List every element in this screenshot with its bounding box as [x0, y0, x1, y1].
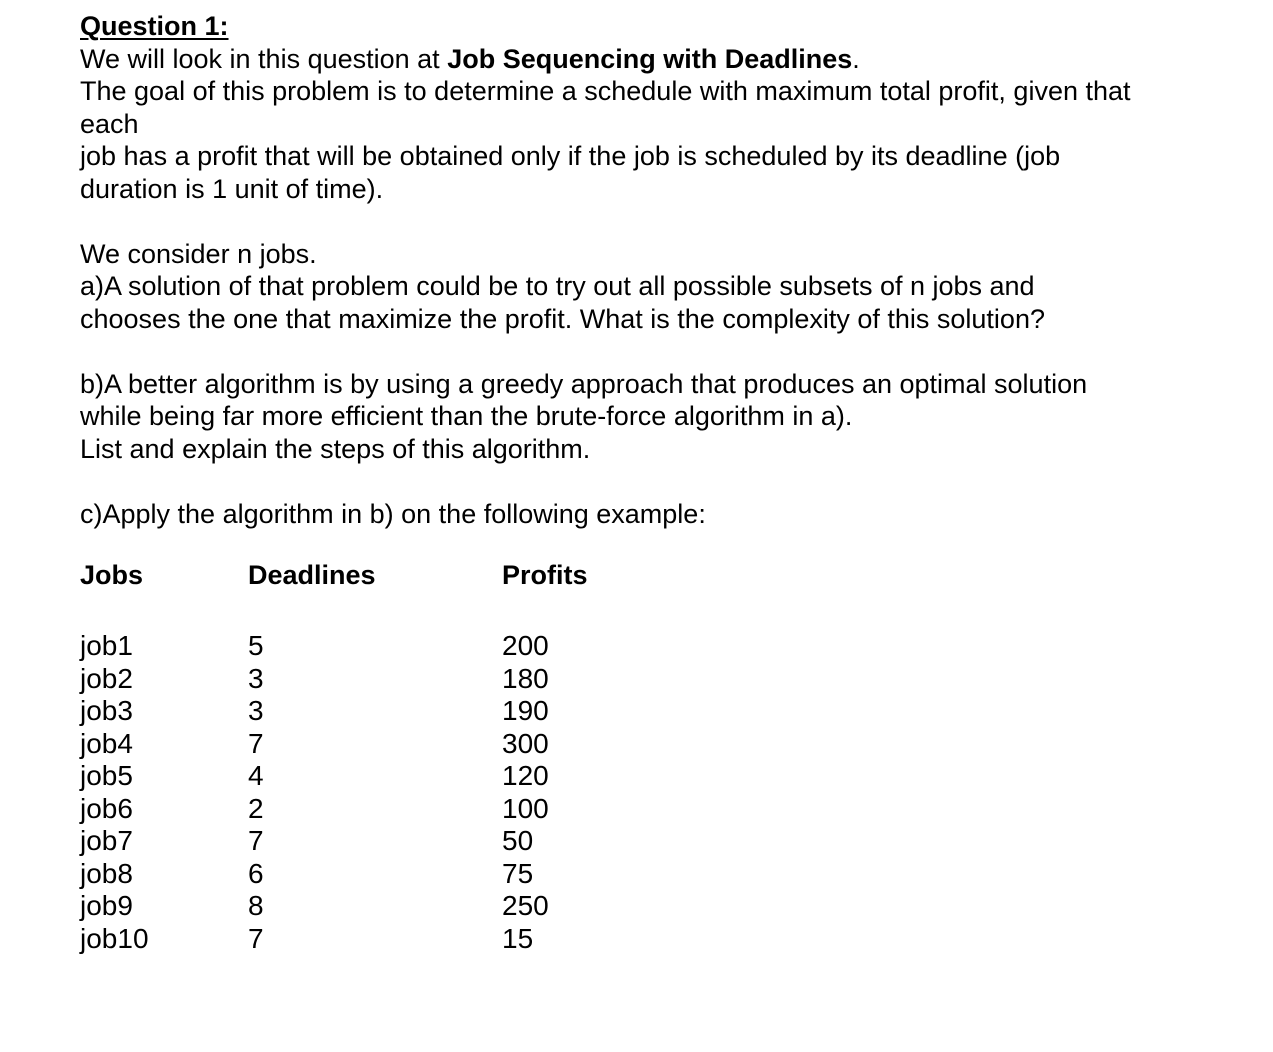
job-cell: job9	[80, 890, 133, 921]
deadline-cell: 3	[248, 695, 264, 726]
table-row	[80, 695, 680, 728]
deadline-cell: 7	[248, 825, 264, 856]
deadline-cell: 2	[248, 792, 264, 824]
deadline-cell: 7	[248, 922, 264, 954]
table-row	[80, 630, 680, 663]
profit-cell: 100	[502, 792, 549, 824]
profit-cell: 75	[502, 857, 534, 889]
profit-cell: 50	[502, 825, 534, 856]
deadline-cell: 3	[248, 662, 264, 694]
table-row	[80, 760, 680, 793]
spacer	[80, 465, 1220, 498]
part-b-line-1: b)A better algorithm is by using a greedy approach that produces an optimal solution	[80, 368, 1088, 399]
job-cell: job10	[80, 922, 149, 954]
deadline-cell: 6	[248, 857, 264, 889]
part-b-line-3: List and explain the steps of this algorithm.	[80, 433, 591, 464]
deadline-cell: 8	[248, 890, 264, 921]
intro-line	[80, 43, 1220, 76]
job-cell: job3	[80, 695, 133, 726]
profit-cell: 15	[502, 922, 534, 954]
job-cell: job5	[80, 760, 133, 791]
question-title: Question 1:	[80, 11, 229, 41]
job-cell: job4	[80, 727, 133, 759]
goal-line-2: each	[80, 108, 139, 139]
intro-prefix: We will look in this question at	[80, 43, 448, 74]
header-jobs: Jobs	[80, 560, 144, 590]
intro-topic: Job Sequencing with Deadlines	[447, 43, 853, 74]
goal-line-3: job has a profit that will be obtained only if the job is scheduled by its deadline (job	[80, 141, 1061, 171]
table-row	[80, 890, 680, 923]
spacer	[80, 205, 1220, 238]
part-c-line: c)Apply the algorithm in b) on the following example:	[80, 498, 706, 529]
profit-cell: 120	[502, 760, 549, 791]
table-body	[80, 630, 680, 955]
table-row	[80, 825, 680, 858]
part-a-line-1: a)A solution of that problem could be to try out all possible subsets of n jobs and	[80, 271, 1035, 301]
job-cell: job6	[80, 792, 133, 824]
spacer	[80, 335, 1220, 368]
job-cell: job1	[80, 630, 133, 661]
profit-cell: 180	[502, 662, 549, 694]
profit-cell: 200	[502, 630, 549, 661]
profit-cell: 250	[502, 890, 549, 921]
deadline-cell: 4	[248, 760, 264, 791]
goal-line-1: The goal of this problem is to determine a schedule with maximum total profit, given that	[80, 76, 1131, 106]
deadline-cell: 5	[248, 630, 264, 661]
table-row	[80, 728, 680, 761]
part-b-line-2: while being far more efficient than the brute-force algorithm in a).	[80, 401, 853, 431]
table-row	[80, 923, 680, 956]
job-cell: job2	[80, 662, 133, 694]
profit-cell: 190	[502, 695, 549, 726]
table-row	[80, 663, 680, 696]
part-a-line-2: chooses the one that maximize the profit. What is the complexity of this solution?	[80, 303, 1045, 334]
job-cell: job7	[80, 825, 133, 856]
header-profits: Profits	[502, 560, 588, 590]
table-row	[80, 858, 680, 891]
question-text	[80, 10, 1220, 530]
intro-suffix: .	[852, 43, 860, 74]
consider-line: We consider n jobs.	[80, 238, 317, 269]
profit-cell: 300	[502, 727, 549, 759]
table-row	[80, 793, 680, 826]
deadline-cell: 7	[248, 727, 264, 759]
header-deadlines: Deadlines	[248, 560, 376, 590]
goal-line-4: duration is 1 unit of time).	[80, 173, 384, 204]
job-cell: job8	[80, 857, 133, 889]
